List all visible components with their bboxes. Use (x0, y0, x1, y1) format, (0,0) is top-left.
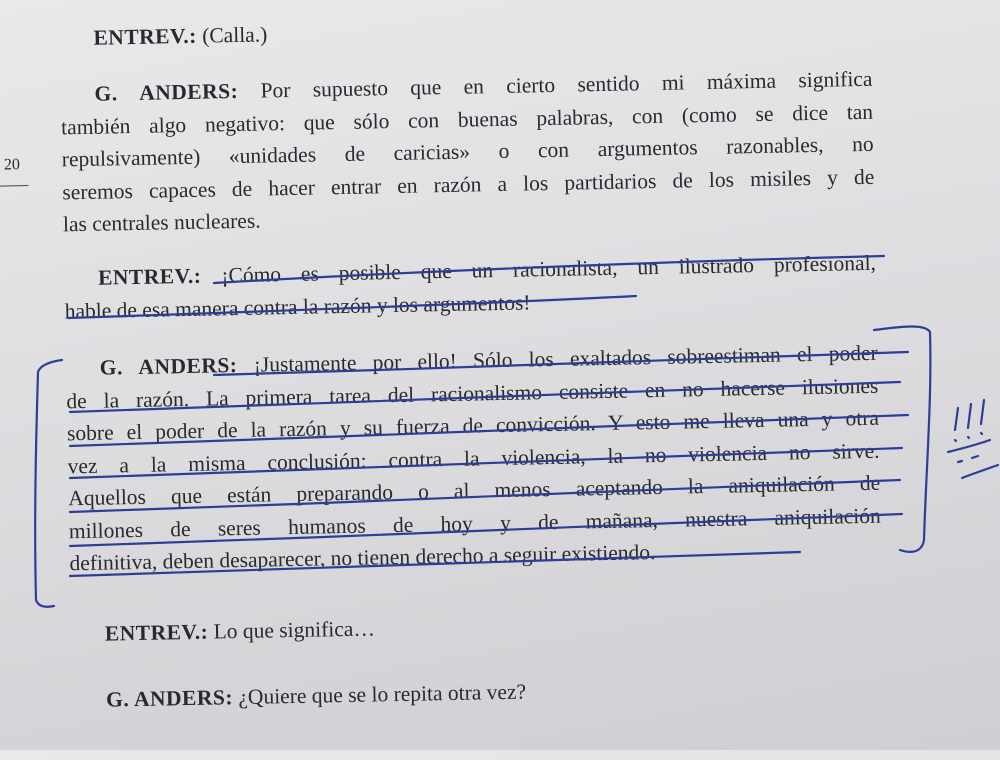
dialogue-line: ¿Quiere que se lo repita otra vez? (238, 679, 527, 710)
dialogue-paragraph (72, 669, 884, 717)
dialogue-line: ¡Cómo es posible que un racionalista, un ilustrado profesional, (221, 250, 877, 288)
dialogue-line: seremos capaces de hacer entrar en razón a los partidarios de los misiles y de (62, 164, 875, 204)
dialogue-line: (Calla.) (201, 22, 268, 48)
speaker-label: G. ANDERS: (99, 353, 238, 380)
dialogue-line: repulsivamente) «unidades de caricias» o con argumentos razonables, no (61, 131, 874, 172)
dialogue-line: Por supuesto que en cierto sentido mi máxima significa (260, 66, 873, 103)
dialogue-line: ¡Justamente por ello! Sólo los exaltados sobreestiman el poder (253, 340, 878, 377)
speaker-label: ENTREV.: (97, 263, 202, 290)
speaker-label: G. ANDERS: (94, 78, 239, 106)
dialogue-paragraph (71, 603, 883, 651)
speaker-label: G. ANDERS: (105, 685, 234, 712)
dialogue-paragraph (64, 247, 877, 328)
dialogue-line: hable de esa manera contra la razón y los argumentos! (64, 289, 531, 323)
margin-line-number: 20 (3, 156, 21, 174)
dialogue-line: Lo que significa… (213, 616, 376, 644)
dialogue-paragraph (65, 337, 881, 580)
dialogue-paragraph (60, 63, 875, 241)
dialogue-line: también algo negativo: que sólo con buenas palabras, con (como se dice tan (60, 99, 874, 139)
dialogue-line: definitiva, deben desaparecer, no tienen derecho a seguir existiendo. (69, 540, 656, 576)
dialogue-line: de la razón. La primera tarea del racionalismo consiste en no hacerse ilusiones (66, 373, 879, 413)
dialogue-paragraph (59, 7, 871, 55)
dialogue-line: millones de seres humanos de hoy y de mañana, nuestra aniquilación (68, 503, 881, 543)
speaker-label: ENTREV.: (93, 23, 198, 50)
dialogue-line: sobre el poder de la razón y su fuerza de convicción. Y esto me lleva una y otra (66, 405, 880, 446)
dialogue-line: las centrales nucleares. (62, 208, 261, 237)
dialogue-line: vez a la misma conclusión: contra la violencia, la no violencia no sirve. (67, 438, 880, 478)
speaker-label: ENTREV.: (104, 619, 209, 646)
dialogue-line: Aquellos que están preparando o al menos aceptando la aniquilación de (68, 470, 881, 511)
margin-rule (0, 185, 28, 187)
